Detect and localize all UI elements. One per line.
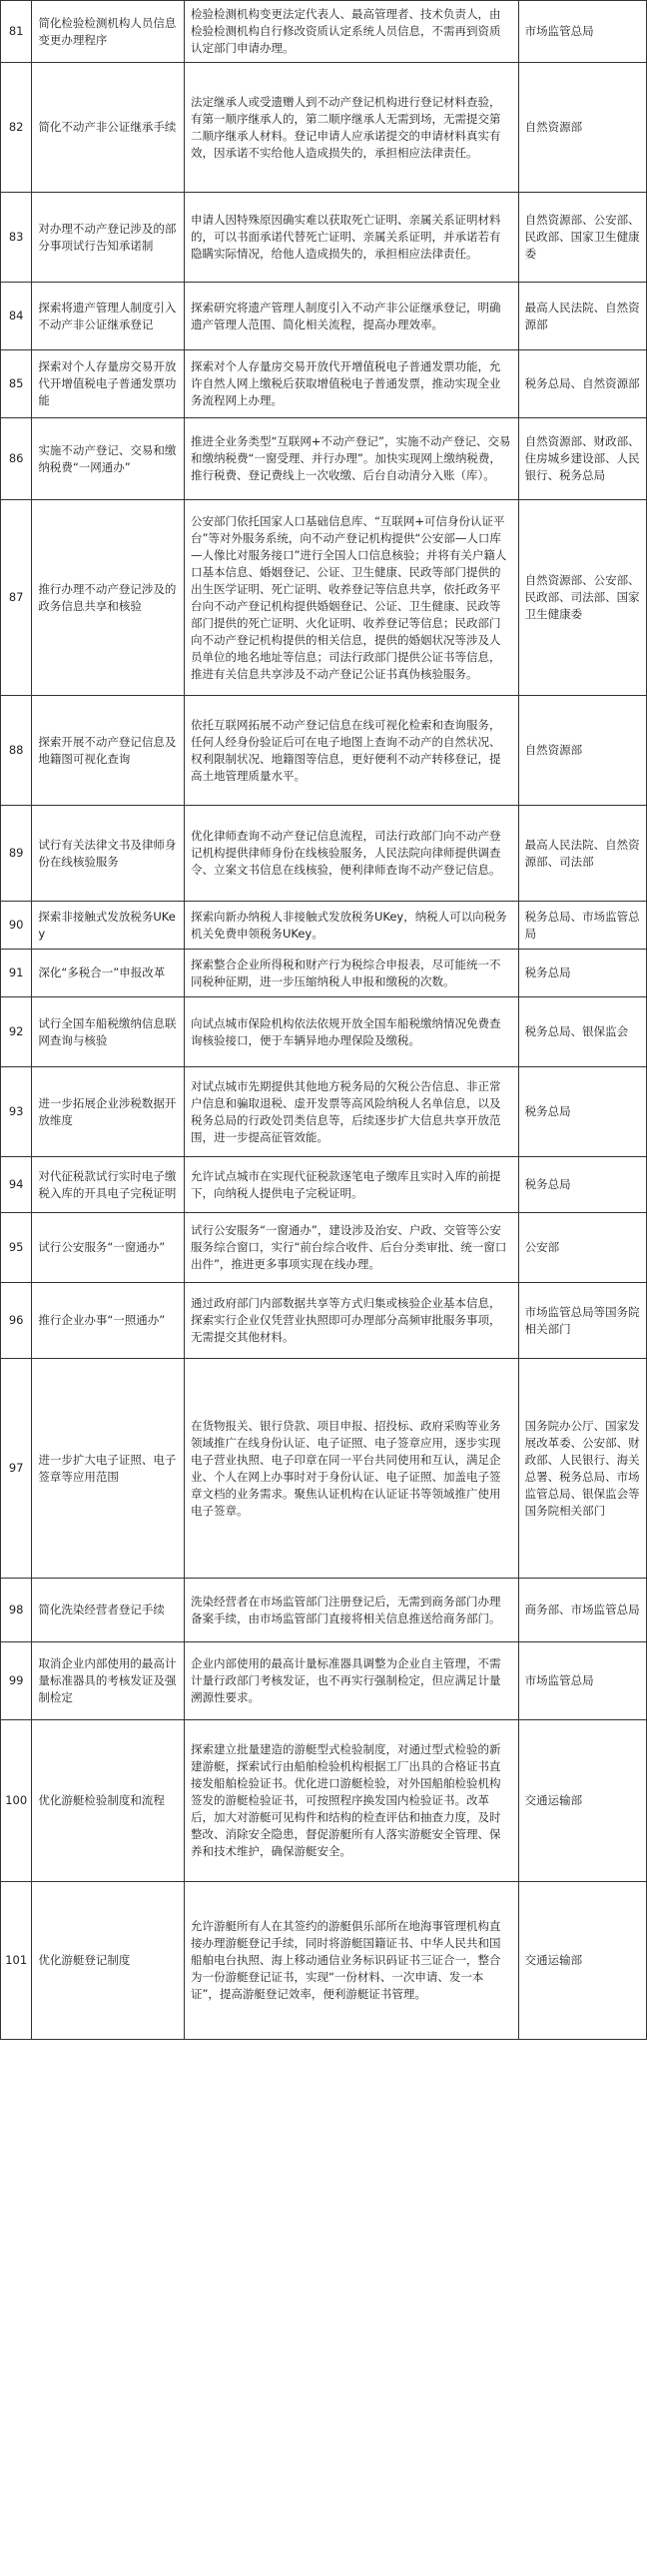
measure-name: 深化“多税合一”申报改革 (32, 950, 185, 997)
measure-name: 推行办理不动产登记涉及的政务信息共享和核验 (32, 500, 185, 696)
measure-description: 探索对个人存量房交易开放代开增值税电子普通发票功能，允许自然人网上缴税后获取增值税电子普通发票，推动实现全业务流程网上办理。 (184, 350, 518, 418)
responsible-department: 税务总局 (518, 1157, 646, 1213)
responsible-department: 商务部、市场监管总局 (518, 1579, 646, 1642)
row-number: 99 (1, 1642, 32, 1720)
table-body (1, 1, 647, 2040)
measure-name: 探索非接触式发放税务UKey (32, 902, 185, 950)
table-row (1, 1642, 647, 1720)
table-row (1, 1283, 647, 1359)
measure-description: 探索研究将遗产管理人制度引入不动产非公证继承登记，明确遗产管理人范围、简化相关流程，提高办理效率。 (184, 283, 518, 350)
responsible-department: 自然资源部 (518, 696, 646, 806)
measure-name: 进一步扩大电子证照、电子签章等应用范围 (32, 1359, 185, 1579)
responsible-department: 自然资源部、公安部、民政部、国家卫生健康委 (518, 193, 646, 283)
responsible-department: 自然资源部、公安部、民政部、司法部、国家卫生健康委 (518, 500, 646, 696)
table-row (1, 1720, 647, 1882)
responsible-department: 税务总局、市场监管总局 (518, 902, 646, 950)
measure-description: 探索整合企业所得税和财产行为税综合申报表，尽可能统一不同税种征期，进一步压缩纳税人申报和缴税的次数。 (184, 950, 518, 997)
measure-name: 简化洗染经营者登记手续 (32, 1579, 185, 1642)
measure-name: 探索对个人存量房交易开放代开增值税电子普通发票功能 (32, 350, 185, 418)
measure-description: 推进全业务类型“互联网+不动产登记”，实施不动产登记、交易和缴纳税费“一窗受理、并行办理”。加快实现网上缴纳税费，推行税费、登记费线上一次收缴、后台自动清分入账（库）。 (184, 418, 518, 500)
measure-name: 简化不动产非公证继承手续 (32, 63, 185, 193)
table-row (1, 1579, 647, 1642)
table-row (1, 1067, 647, 1157)
measure-description: 通过政府部门内部数据共享等方式归集或核验企业基本信息，探索实行企业仅凭营业执照即可办理部分高频审批服务事项，无需提交其他材料。 (184, 1283, 518, 1359)
row-number: 82 (1, 63, 32, 193)
row-number: 91 (1, 950, 32, 997)
table-row (1, 997, 647, 1067)
row-number: 87 (1, 500, 32, 696)
table-row (1, 1213, 647, 1283)
measure-name: 对代征税款试行实时电子缴税入库的开具电子完税证明 (32, 1157, 185, 1213)
table-row (1, 283, 647, 350)
measure-description: 优化律师查询不动产登记信息流程，司法行政部门向不动产登记机构提供律师身份在线核验服务，人民法院向律师提供调查令、立案文书信息在线核验，便利律师查询不动产登记信息。 (184, 806, 518, 902)
row-number: 100 (1, 1720, 32, 1882)
table-row (1, 1882, 647, 2040)
table-row (1, 1, 647, 63)
responsible-department: 税务总局、银保监会 (518, 997, 646, 1067)
responsible-department: 市场监管总局等国务院相关部门 (518, 1283, 646, 1359)
responsible-department: 税务总局 (518, 1067, 646, 1157)
responsible-department: 自然资源部、财政部、住房城乡建设部、人民银行、税务总局 (518, 418, 646, 500)
table-row (1, 500, 647, 696)
measure-name: 简化检验检测机构人员信息变更办理程序 (32, 1, 185, 63)
measure-name: 进一步拓展企业涉税数据开放维度 (32, 1067, 185, 1157)
measure-description: 企业内部使用的最高计量标准器具调整为企业自主管理，不需计量行政部门考核发证，也不再实行强制检定，但应满足计量溯源性要求。 (184, 1642, 518, 1720)
measure-description: 允许游艇所有人在其签约的游艇俱乐部所在地海事管理机构直接办理游艇登记手续，同时将游艇国籍证书、中华人民共和国船舶电台执照、海上移动通信业务标识码证书三证合一，整合为一份游艇登记证书，实现“一份材料、一次申请、发一本证”，提高游艇登记效率，便利游艇证书管理。 (184, 1882, 518, 2040)
table-row (1, 950, 647, 997)
row-number: 92 (1, 997, 32, 1067)
measure-description: 检验检测机构变更法定代表人、最高管理者、技术负责人，由检验检测机构自行修改资质认定系统人员信息，不需再到资质认定部门申请办理。 (184, 1, 518, 63)
row-number: 84 (1, 283, 32, 350)
row-number: 101 (1, 1882, 32, 2040)
table-row (1, 696, 647, 806)
responsible-department: 最高人民法院、自然资源部、司法部 (518, 806, 646, 902)
responsible-department: 自然资源部 (518, 63, 646, 193)
measure-name: 对办理不动产登记涉及的部分事项试行告知承诺制 (32, 193, 185, 283)
row-number: 93 (1, 1067, 32, 1157)
responsible-department: 税务总局 (518, 950, 646, 997)
measure-name: 探索将遗产管理人制度引入不动产非公证继承登记 (32, 283, 185, 350)
measure-name: 试行公安服务“一窗通办” (32, 1213, 185, 1283)
measure-name: 实施不动产登记、交易和缴纳税费“一网通办” (32, 418, 185, 500)
measure-description: 试行公安服务“一窗通办”，建设涉及治安、户政、交管等公安服务综合窗口，实行“前台综合收件、后台分类审批、统一窗口出件”，推进更多事项实现在线办理。 (184, 1213, 518, 1283)
table-row (1, 63, 647, 193)
measure-description: 探索向新办纳税人非接触式发放税务UKey，纳税人可以向税务机关免费申领税务UKey。 (184, 902, 518, 950)
measure-description: 洗染经营者在市场监管部门注册登记后，无需到商务部门办理备案手续，由市场监管部门直接将相关信息推送给商务部门。 (184, 1579, 518, 1642)
responsible-department: 市场监管总局 (518, 1, 646, 63)
measure-name: 推行企业办事“一照通办” (32, 1283, 185, 1359)
responsible-department: 市场监管总局 (518, 1642, 646, 1720)
row-number: 88 (1, 696, 32, 806)
table-row (1, 902, 647, 950)
table-row (1, 1359, 647, 1579)
row-number: 86 (1, 418, 32, 500)
row-number: 85 (1, 350, 32, 418)
table-row (1, 193, 647, 283)
table-row (1, 350, 647, 418)
row-number: 94 (1, 1157, 32, 1213)
responsible-department: 交通运输部 (518, 1882, 646, 2040)
measure-description: 法定继承人或受遗赠人到不动产登记机构进行登记材料查验，有第一顺序继承人的，第二顺序继承人无需到场，无需提交第二顺序继承人材料。登记申请人应承诺提交的申请材料真实有效，因承诺不实给他人造成损失的，承担相应法律责任。 (184, 63, 518, 193)
measure-name: 优化游艇登记制度 (32, 1882, 185, 2040)
row-number: 95 (1, 1213, 32, 1283)
measure-description: 在货物报关、银行贷款、项目申报、招投标、政府采购等业务领域推广在线身份认证、电子证照、电子签章应用，逐步实现电子营业执照、电子印章在同一平台共同使用和互认，满足企业、个人在网上办事时对于身份认证、电子证照、加盖电子签章文档的业务需求。聚焦认证机构在认证证书等领域推广使用电子签章。 (184, 1359, 518, 1579)
measure-name: 试行全国车船税缴纳信息联网查询与核验 (32, 997, 185, 1067)
responsible-department: 最高人民法院、自然资源部 (518, 283, 646, 350)
row-number: 97 (1, 1359, 32, 1579)
measure-description: 依托互联网拓展不动产登记信息在线可视化检索和查询服务，任何人经身份验证后可在电子地图上查询不动产的自然状况、权利限制状况、地籍图等信息，更好便利不动产转移登记，提高土地管理质量水平。 (184, 696, 518, 806)
measure-description: 允许试点城市在实现代征税款逐笔电子缴库且实时入库的前提下，向纳税人提供电子完税证明。 (184, 1157, 518, 1213)
table-row (1, 806, 647, 902)
measure-description: 公安部门依托国家人口基础信息库、“互联网+可信身份认证平台”等对外服务系统，向不动产登记机构提供“公安部—人口库—人像比对服务接口”进行全国人口信息核验；并将有关户籍人口基本信息、婚姻登记、公证、卫生健康、民政等部门提供的出生医学证明、死亡证明、收养登记等信息共享，依托政务平台向不动产登记机构提供婚姻登记、公证、卫生健康、民政等部门提供的死亡证明、火化证明、收养登记等信息；民政部门向不动产登记机构提供的相关信息，提供的婚姻状况等涉及人员单位的地名地址等信息；司法行政部门提供公证书等信息，推进有关信息共享涉及不动产登记公证书真伪核验服务。 (184, 500, 518, 696)
measure-description: 对试点城市先期提供其他地方税务局的欠税公告信息、非正常户信息和骗取退税、虚开发票等高风险纳税人名单信息，以及税务总局的行政处罚类信息等，后续逐步扩大信息共享开放范围，进一步提高征管效能。 (184, 1067, 518, 1157)
row-number: 83 (1, 193, 32, 283)
responsible-department: 国务院办公厅、国家发展改革委、公安部、财政部、人民银行、海关总署、税务总局、市场监管总局、银保监会等国务院相关部门 (518, 1359, 646, 1579)
measure-description: 探索建立批量建造的游艇型式检验制度，对通过型式检验的新建游艇，探索试行由船舶检验机构根据工厂出具的合格证书直接发船舶检验证书。优化进口游艇检验，对外国船舶检验机构签发的游艇检验证书，可按照程序换发国内检验证书。改革后，加大对游艇可见构件和结构的检查评估和抽查力度，及时整改、消除安全隐患，督促游艇所有人落实游艇安全管理、保养和技术维护，确保游艇安全。 (184, 1720, 518, 1882)
table-row (1, 1157, 647, 1213)
table-row (1, 418, 647, 500)
row-number: 98 (1, 1579, 32, 1642)
measure-name: 试行有关法律文书及律师身份在线核验服务 (32, 806, 185, 902)
measure-name: 探索开展不动产登记信息及地籍图可视化查询 (32, 696, 185, 806)
measure-description: 申请人因特殊原因确实难以获取死亡证明、亲属关系证明材料的，可以书面承诺代替死亡证明、亲属关系证明，并承诺若有隐瞒实际情况，给他人造成损失的，承担相应法律责任。 (184, 193, 518, 283)
row-number: 89 (1, 806, 32, 902)
measure-name: 取消企业内部使用的最高计量标准器具的考核发证及强制检定 (32, 1642, 185, 1720)
row-number: 90 (1, 902, 32, 950)
responsible-department: 公安部 (518, 1213, 646, 1283)
responsible-department: 税务总局、自然资源部 (518, 350, 646, 418)
measure-name: 优化游艇检验制度和流程 (32, 1720, 185, 1882)
row-number: 81 (1, 1, 32, 63)
measure-description: 向试点城市保险机构依法依规开放全国车船税缴纳情况免费查询核验接口，便于车辆异地办理保险及缴税。 (184, 997, 518, 1067)
row-number: 96 (1, 1283, 32, 1359)
responsible-department: 交通运输部 (518, 1720, 646, 1882)
